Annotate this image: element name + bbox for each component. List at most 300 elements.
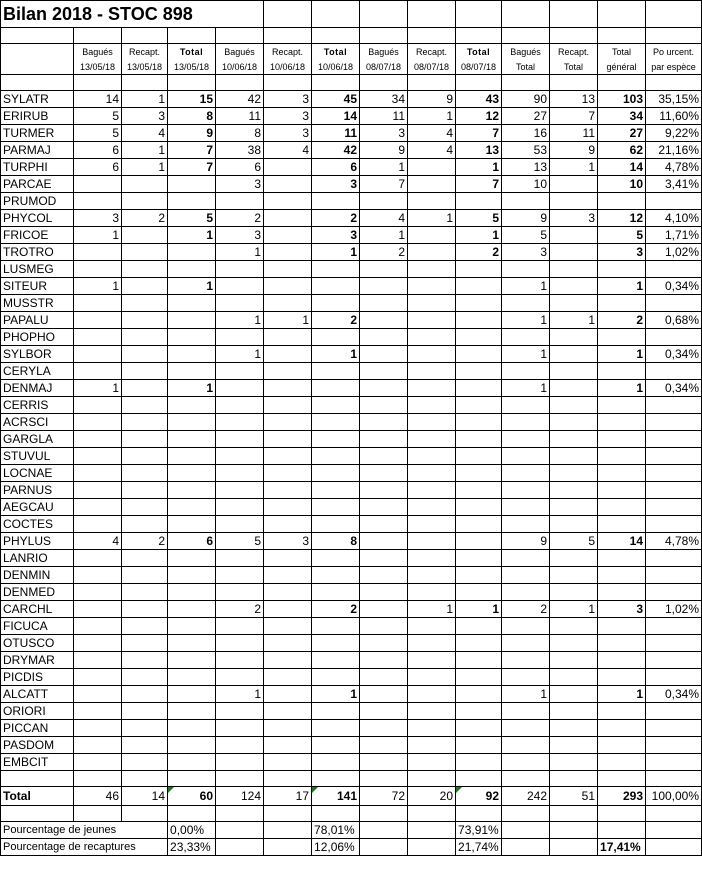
species-code: LANRIO <box>1 550 74 567</box>
count-cell: 2 <box>502 601 550 618</box>
count-cell: 1 <box>74 227 122 244</box>
count-cell <box>122 176 168 193</box>
species-code: PHOPHO <box>1 329 74 346</box>
count-cell <box>408 703 456 720</box>
count-cell <box>502 516 550 533</box>
count-cell <box>408 584 456 601</box>
count-cell: 14 <box>598 533 646 550</box>
count-cell <box>646 550 702 567</box>
count-cell <box>264 431 312 448</box>
count-cell: 35,15% <box>646 91 702 108</box>
species-code: PAPALU <box>1 312 74 329</box>
count-cell <box>264 295 312 312</box>
count-cell: 7 <box>168 142 216 159</box>
count-cell <box>456 737 502 754</box>
count-cell <box>264 397 312 414</box>
count-cell <box>456 431 502 448</box>
empty-cell <box>1 75 74 91</box>
count-cell <box>646 465 702 482</box>
summary-value: 73,91% <box>456 822 502 839</box>
count-cell: 3 <box>216 176 264 193</box>
count-cell <box>74 652 122 669</box>
table-row <box>1 159 702 176</box>
count-cell <box>122 380 168 397</box>
count-cell: 8 <box>216 125 264 142</box>
table-row <box>1 652 702 669</box>
count-cell <box>312 737 360 754</box>
empty-cell <box>312 806 360 822</box>
summary-value: 23,33% <box>168 839 216 856</box>
species-code: PRUMOD <box>1 193 74 210</box>
count-cell <box>598 652 646 669</box>
count-cell: 4,78% <box>646 159 702 176</box>
count-cell <box>122 618 168 635</box>
count-cell <box>646 652 702 669</box>
count-cell <box>122 482 168 499</box>
species-code: LOCNAE <box>1 465 74 482</box>
count-cell <box>168 686 216 703</box>
empty-cell <box>502 839 550 856</box>
count-cell: 3,41% <box>646 176 702 193</box>
count-cell: 42 <box>312 142 360 159</box>
count-cell <box>598 397 646 414</box>
count-cell <box>264 703 312 720</box>
table-row <box>1 397 702 414</box>
count-cell: 1 <box>456 227 502 244</box>
species-code: STUVUL <box>1 448 74 465</box>
count-cell <box>360 312 408 329</box>
count-cell: 6 <box>74 159 122 176</box>
count-cell <box>360 448 408 465</box>
empty-cell <box>456 771 502 787</box>
empty-cell <box>264 75 312 91</box>
empty-cell <box>502 75 550 91</box>
count-cell <box>264 499 312 516</box>
count-cell <box>502 737 550 754</box>
count-cell <box>264 363 312 380</box>
count-cell <box>646 363 702 380</box>
count-cell <box>74 397 122 414</box>
empty-cell <box>360 771 408 787</box>
species-code: ALCATT <box>1 686 74 703</box>
count-cell: 2 <box>360 244 408 261</box>
count-cell <box>456 686 502 703</box>
table-row <box>1 669 702 686</box>
count-cell: 2 <box>312 601 360 618</box>
count-cell <box>598 516 646 533</box>
count-cell <box>122 499 168 516</box>
count-cell <box>360 329 408 346</box>
count-cell: 1 <box>216 312 264 329</box>
species-code: PASDOM <box>1 737 74 754</box>
species-code: DRYMAR <box>1 652 74 669</box>
count-cell <box>312 720 360 737</box>
count-cell <box>168 261 216 278</box>
count-cell: 3 <box>264 91 312 108</box>
count-cell <box>550 244 598 261</box>
count-cell <box>168 346 216 363</box>
count-cell <box>646 448 702 465</box>
count-cell <box>408 312 456 329</box>
total-cell: 20 <box>408 787 456 806</box>
count-cell: 0,34% <box>646 346 702 363</box>
count-cell <box>360 652 408 669</box>
count-cell <box>646 754 702 771</box>
table-row <box>1 499 702 516</box>
count-cell: 6 <box>74 142 122 159</box>
count-cell: 1 <box>456 159 502 176</box>
count-cell <box>168 465 216 482</box>
column-subheader <box>1 59 74 75</box>
count-cell <box>264 465 312 482</box>
count-cell <box>122 312 168 329</box>
count-cell <box>168 737 216 754</box>
empty-cell <box>168 806 216 822</box>
count-cell <box>550 363 598 380</box>
count-cell <box>598 499 646 516</box>
count-cell: 1 <box>74 380 122 397</box>
count-cell: 3 <box>74 210 122 227</box>
count-cell <box>550 397 598 414</box>
count-cell: 7 <box>360 176 408 193</box>
column-subheader: 13/05/18 <box>74 59 122 75</box>
column-header: Bagués <box>502 44 550 60</box>
count-cell <box>408 193 456 210</box>
count-cell <box>408 227 456 244</box>
species-code: ACRSCI <box>1 414 74 431</box>
summary-value: 78,01% <box>312 822 360 839</box>
empty-cell <box>646 822 702 839</box>
count-cell <box>216 329 264 346</box>
count-cell <box>408 516 456 533</box>
count-cell: 1 <box>502 346 550 363</box>
count-cell <box>264 159 312 176</box>
count-cell <box>408 754 456 771</box>
count-cell <box>598 295 646 312</box>
count-cell <box>122 550 168 567</box>
total-cell: 141 <box>312 787 360 806</box>
table-row <box>1 618 702 635</box>
species-code: PARNUS <box>1 482 74 499</box>
table-row <box>1 227 702 244</box>
count-cell: 4,10% <box>646 210 702 227</box>
table-row <box>1 686 702 703</box>
count-cell <box>168 703 216 720</box>
summary-row-jeunes <box>1 822 702 839</box>
count-cell: 3 <box>598 244 646 261</box>
count-cell <box>456 363 502 380</box>
count-cell <box>456 584 502 601</box>
count-cell <box>360 737 408 754</box>
empty-cell <box>216 839 264 856</box>
count-cell: 1 <box>122 142 168 159</box>
count-cell <box>456 448 502 465</box>
total-cell: 92 <box>456 787 502 806</box>
empty-cell <box>360 822 408 839</box>
count-cell <box>216 448 264 465</box>
count-cell <box>360 686 408 703</box>
count-cell <box>264 584 312 601</box>
column-header: Bagués <box>216 44 264 60</box>
count-cell <box>264 193 312 210</box>
empty-cell <box>646 771 702 787</box>
table-row <box>1 244 702 261</box>
count-cell <box>264 635 312 652</box>
count-cell <box>408 618 456 635</box>
count-cell <box>408 635 456 652</box>
column-header: Recapt. <box>408 44 456 60</box>
count-cell <box>550 431 598 448</box>
count-cell: 14 <box>598 159 646 176</box>
count-cell: 1 <box>502 380 550 397</box>
count-cell: 1 <box>122 91 168 108</box>
table-row <box>1 176 702 193</box>
count-cell <box>456 261 502 278</box>
count-cell: 5 <box>502 227 550 244</box>
count-cell <box>216 652 264 669</box>
table-row <box>1 295 702 312</box>
count-cell <box>168 312 216 329</box>
count-cell <box>312 295 360 312</box>
count-cell <box>312 329 360 346</box>
count-cell: 4 <box>264 142 312 159</box>
count-cell <box>122 414 168 431</box>
count-cell <box>312 669 360 686</box>
total-cell: 46 <box>74 787 122 806</box>
count-cell <box>74 635 122 652</box>
count-cell <box>264 482 312 499</box>
count-cell: 3 <box>598 601 646 618</box>
count-cell <box>502 414 550 431</box>
count-cell: 4 <box>122 125 168 142</box>
species-code: PICCAN <box>1 720 74 737</box>
species-code: FICUCA <box>1 618 74 635</box>
empty-cell <box>408 75 456 91</box>
species-code: ERIRUB <box>1 108 74 125</box>
count-cell <box>312 431 360 448</box>
empty-cell <box>598 806 646 822</box>
empty-cell <box>456 806 502 822</box>
count-cell <box>456 550 502 567</box>
count-cell <box>216 703 264 720</box>
count-cell <box>646 720 702 737</box>
count-cell <box>598 550 646 567</box>
empty-cell <box>122 771 168 787</box>
count-cell: 0,34% <box>646 380 702 397</box>
count-cell <box>550 754 598 771</box>
count-cell <box>216 482 264 499</box>
count-cell: 1 <box>168 278 216 295</box>
species-code: SYLATR <box>1 91 74 108</box>
table-row <box>1 312 702 329</box>
empty-cell <box>408 839 456 856</box>
column-header: Bagués <box>360 44 408 60</box>
column-header <box>1 44 74 60</box>
species-code: GARGLA <box>1 431 74 448</box>
count-cell <box>360 618 408 635</box>
count-cell <box>360 584 408 601</box>
column-subheader: 08/07/18 <box>456 59 502 75</box>
count-cell <box>550 465 598 482</box>
count-cell <box>168 244 216 261</box>
count-cell <box>168 635 216 652</box>
empty-cell <box>502 771 550 787</box>
count-cell <box>408 533 456 550</box>
count-cell <box>550 414 598 431</box>
empty-cell <box>598 75 646 91</box>
count-cell <box>216 737 264 754</box>
count-cell <box>646 669 702 686</box>
count-cell <box>598 737 646 754</box>
count-cell <box>74 363 122 380</box>
count-cell <box>550 380 598 397</box>
count-cell: 1 <box>598 380 646 397</box>
empty-cell <box>408 822 456 839</box>
table-row <box>1 261 702 278</box>
count-cell <box>598 703 646 720</box>
count-cell <box>168 176 216 193</box>
count-cell: 1 <box>168 380 216 397</box>
count-cell <box>168 618 216 635</box>
species-code: CARCHL <box>1 601 74 618</box>
count-cell <box>312 465 360 482</box>
count-cell <box>408 414 456 431</box>
count-cell: 0,68% <box>646 312 702 329</box>
spacer-row <box>1 806 702 822</box>
count-cell <box>550 618 598 635</box>
count-cell <box>264 550 312 567</box>
species-code: COCTES <box>1 516 74 533</box>
count-cell <box>264 227 312 244</box>
species-code: TURPHI <box>1 159 74 176</box>
count-cell: 1 <box>408 210 456 227</box>
count-cell <box>598 567 646 584</box>
count-cell: 1 <box>550 159 598 176</box>
count-cell: 3 <box>264 533 312 550</box>
count-cell <box>502 720 550 737</box>
count-cell: 10 <box>598 176 646 193</box>
count-cell <box>646 703 702 720</box>
empty-cell <box>216 806 264 822</box>
empty-cell <box>168 75 216 91</box>
count-cell <box>264 516 312 533</box>
count-cell: 3 <box>264 125 312 142</box>
table-row <box>1 91 702 108</box>
total-cell: 124 <box>216 787 264 806</box>
column-subheader: Total <box>502 59 550 75</box>
table-row <box>1 584 702 601</box>
column-subheader: 08/07/18 <box>408 59 456 75</box>
count-cell <box>122 516 168 533</box>
count-cell: 1 <box>122 159 168 176</box>
count-cell: 5 <box>168 210 216 227</box>
empty-cell <box>550 771 598 787</box>
count-cell <box>264 414 312 431</box>
count-cell <box>168 363 216 380</box>
count-cell <box>598 635 646 652</box>
count-cell <box>456 465 502 482</box>
empty-cell <box>1 771 74 787</box>
count-cell <box>312 754 360 771</box>
count-cell <box>264 278 312 295</box>
count-cell <box>550 720 598 737</box>
count-cell: 5 <box>550 533 598 550</box>
count-cell: 2 <box>122 533 168 550</box>
count-cell: 5 <box>456 210 502 227</box>
count-cell <box>74 516 122 533</box>
count-cell: 1 <box>598 346 646 363</box>
count-cell <box>598 431 646 448</box>
count-cell: 3 <box>216 227 264 244</box>
count-cell <box>550 550 598 567</box>
count-cell: 1 <box>264 312 312 329</box>
count-cell <box>74 669 122 686</box>
count-cell <box>408 363 456 380</box>
count-cell <box>74 618 122 635</box>
empty-cell <box>312 75 360 91</box>
empty-cell <box>122 75 168 91</box>
species-code: ORIORI <box>1 703 74 720</box>
count-cell <box>502 193 550 210</box>
count-cell <box>550 482 598 499</box>
count-cell <box>550 737 598 754</box>
count-cell <box>74 584 122 601</box>
count-cell <box>312 278 360 295</box>
count-cell <box>456 499 502 516</box>
count-cell <box>216 261 264 278</box>
count-cell <box>264 601 312 618</box>
count-cell <box>502 363 550 380</box>
count-cell <box>502 499 550 516</box>
species-code: DENMAJ <box>1 380 74 397</box>
column-subheader: 08/07/18 <box>360 59 408 75</box>
count-cell <box>264 754 312 771</box>
count-cell <box>550 635 598 652</box>
count-cell: 1 <box>312 244 360 261</box>
table-row <box>1 125 702 142</box>
count-cell <box>598 618 646 635</box>
count-cell <box>122 431 168 448</box>
count-cell <box>264 261 312 278</box>
summary-value: 0,00% <box>168 822 216 839</box>
count-cell: 11,60% <box>646 108 702 125</box>
empty-cell <box>646 839 702 856</box>
count-cell <box>216 295 264 312</box>
count-cell: 3 <box>360 125 408 142</box>
table-row <box>1 346 702 363</box>
count-cell <box>74 193 122 210</box>
count-cell: 14 <box>74 91 122 108</box>
count-cell <box>122 295 168 312</box>
count-cell <box>312 516 360 533</box>
count-cell <box>122 635 168 652</box>
count-cell <box>598 465 646 482</box>
count-cell <box>74 295 122 312</box>
count-cell <box>312 261 360 278</box>
count-cell: 9 <box>168 125 216 142</box>
count-cell: 0,34% <box>646 686 702 703</box>
count-cell: 6 <box>168 533 216 550</box>
count-cell <box>264 737 312 754</box>
count-cell <box>216 278 264 295</box>
count-cell: 12 <box>598 210 646 227</box>
count-cell <box>122 720 168 737</box>
empty-cell <box>122 806 168 822</box>
count-cell <box>216 397 264 414</box>
count-cell <box>456 193 502 210</box>
column-header: Total <box>312 44 360 60</box>
count-cell <box>550 567 598 584</box>
